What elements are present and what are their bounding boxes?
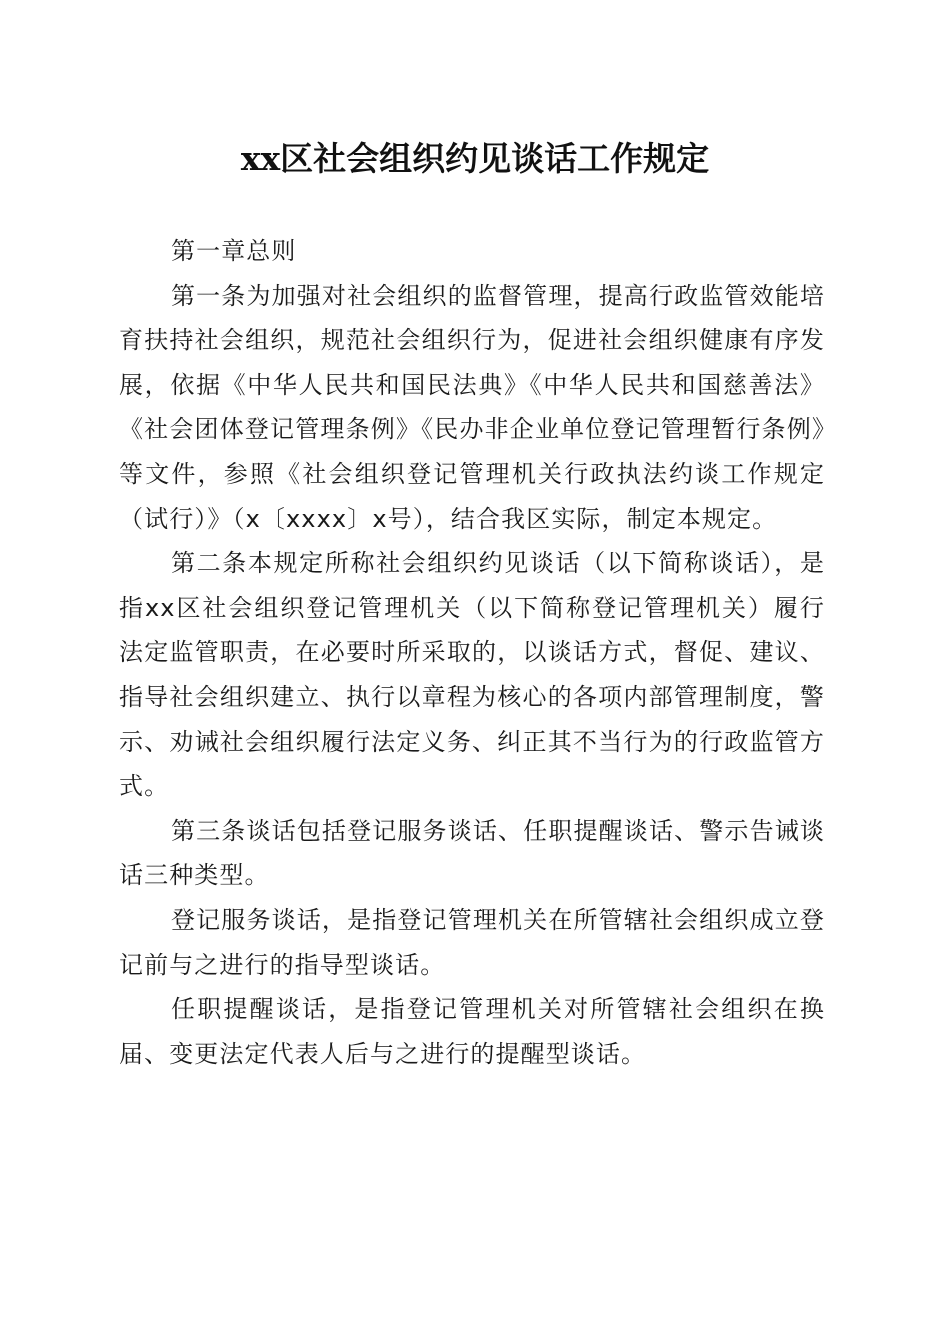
document-title: xx区社会组织约见谈话工作规定 bbox=[240, 139, 710, 178]
chapter-heading: 第一章总则 bbox=[171, 237, 297, 265]
appointment-reminder-paragraph: 任职提醒谈话，是指登记管理机关对所管辖社会组织在换届、变更法定代表人后与之进行的提醒型谈话。 bbox=[119, 995, 825, 1068]
registration-talk-paragraph: 登记服务谈话，是指登记管理机关在所管辖社会组织成立登记前与之进行的指导型谈话。 bbox=[119, 905, 825, 979]
document-body bbox=[119, 229, 825, 1076]
article-2-paragraph: 第二条本规定所称社会组织约见谈话（以下简称谈话），是指xx区社会组织登记管理机关（以下简称登记管理机关）履行法定监管职责，在必要时所采取的，以谈话方式，督促、建议、指导社会组织建立、执行以章程为核心的各项内部管理制度，警示、劝诫社会组织履行法定义务、纠正其不当行为的行政监管方式。 bbox=[119, 549, 825, 801]
article-3-paragraph: 第三条谈话包括登记服务谈话、任职提醒谈话、警示告诫谈话三种类型。 bbox=[119, 816, 825, 890]
article-1-paragraph: 第一条为加强对社会组织的监督管理，提高行政监管效能培育扶持社会组织，规范社会组织行为，促进社会组织健康有序发展，依据《中华人民共和国民法典》《中华人民共和国慈善法》《社会团体登记管理条例》《民办非企业单位登记管理暂行条例》等文件，参照《社会组织登记管理机关行政执法约谈工作规定（试行）》（x〔xxxx〕x号），结合我区实际，制定本规定。 bbox=[119, 281, 825, 533]
